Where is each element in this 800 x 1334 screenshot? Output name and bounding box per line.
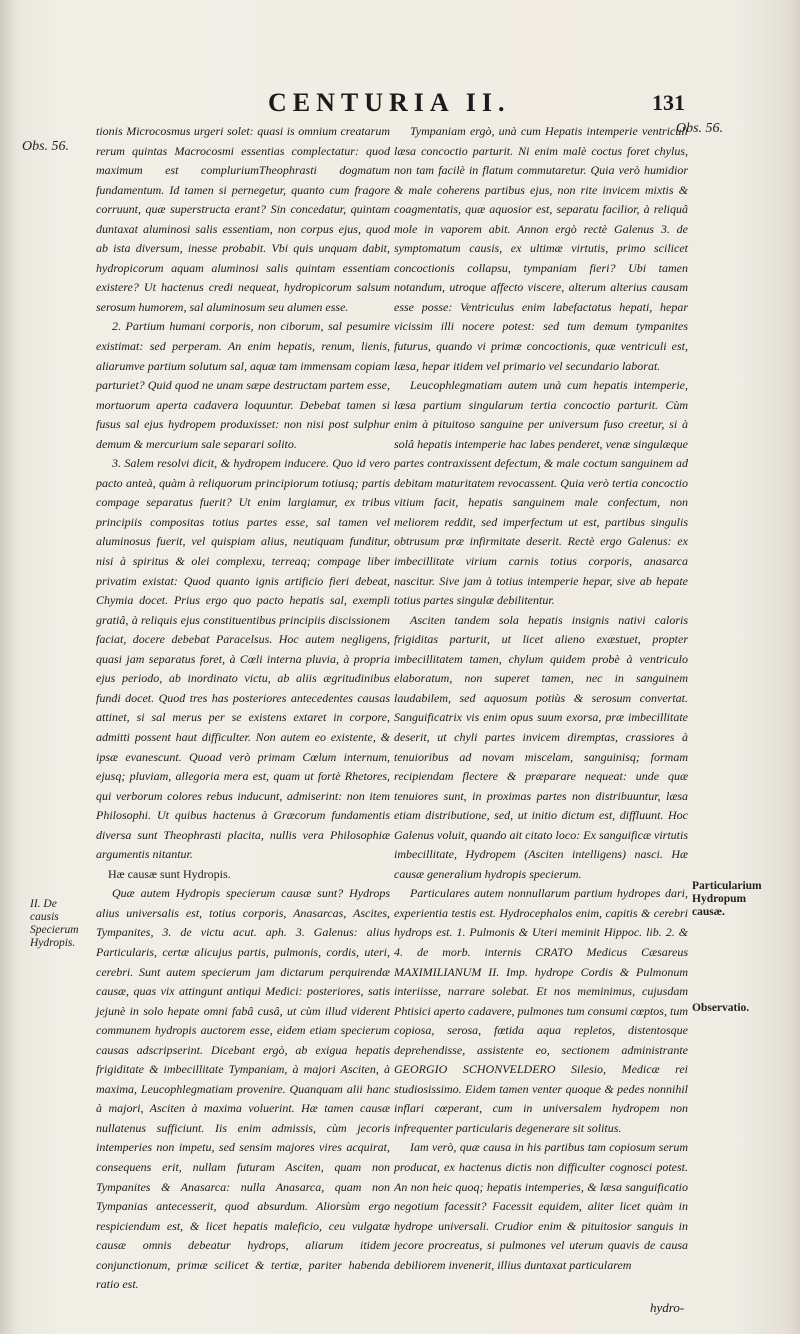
margin-note-observatio: Observatio.: [692, 1002, 750, 1014]
left-section-heading: Hæ causæ sunt Hydropis.: [108, 866, 231, 881]
left-paragraph-2: 2. Partium humani corporis, non ciborum, sal pesumire existimat: sed perperam. An enim hepatis, renum, lienis, aliarumve partium solutum sal, aquæ tam immensam copiam parturiet? Quid quod ne unam sæpe destructam partem esse, mortuorum aperta cadavera loquuntur. Debebat tamen si fusus sal ejus hydropem produxisset: non nisi post sulphur demum & mercurium sale separari solito.: [96, 319, 390, 451]
margin-note-left-obs: Obs. 56.: [22, 139, 70, 154]
left-paragraph-3: 3. Salem resolvi dicit, & hydropem inducere. Quo id vero pacto anteà, quàm à reliquorum principiorum totiusq; partis compage separatus fuerit? Ut enim largiamur, ex tribus principiis compositas totius partes esse, sal tamen vel aluminosus fuerit, vel quispiam alius, neutiquam funditur, nisi à spiritus & olei complexu, terreaq; compage liber privatim existat: Quod quanto ignis artificio fieri debeat, Chymia docet. Prius ergo quo pacto hepatis sal, exempli gratiâ, à reliquis ejus constituentibus principiis discissionem faciat, docere debebat Paracelsus. Hoc autem negligens, quasi jam separatus foret, à Cœli interna pluvia, à propria ejus periodo, ab inordinato victu, ab aliis ægritudinibus fundi docet. Quod tres has posteriores antecedentes causas attinet, si sal merus per se existens extaret in corpore, admitti possent haut difficulter. Non autem eo existente, & ipsæ evanescunt. Quoad verò primam Cœlum internum, ejusq; pluviam, allegoria mera est, quam ut fortè Rhetores, qui verborum colores rebus inducunt, admiserint: non item Philosophi. Ut quibus hactenus à Græcorum fundamentis diversa sunt Theophrasti placita, nullis vera Philosophiæ argumentis nitantur.: [96, 456, 390, 862]
margin-note-species-causes: II. De causis Specierum Hydropis.: [30, 898, 79, 949]
left-paragraph-1: tionis Microcosmus urgeri solet: quasi is omnium creatarum rerum quintas Macrocosmi essentias complectatur: quod maximum est compluriumTheophrasti dogmatum fundamentum. Id tamen si pernegetur, quanto cum fragore corruunt, quæ superstructa erant? Sin concedatur, quintam duntaxat aluminosi salis essentiam, non corpus ejus, quod ab ista diversum, inesse probabit. Vbi quis unquam dabit, hydropicorum aquam aluminosi salis quintam essentiam existere? Ut hactenus credi nequeat, hydropicorum salsum serosum humorem, sal aluminosum seu alumen esse.: [96, 124, 390, 314]
page-header: [0, 88, 800, 122]
right-paragraph-5: Iam verò, quæ causa in his partibus tam copiosum serum producat, ex hactenus dictis non difficulter cognosci potest. An non heic quoq; hepatis intemperies, & læsa sanguificatio negotium facessit? Facessit equidem, aliter licet quàm in hydrope universali. Crudior enim & pituitosior sanguis in jecore procreatus, si pulmones vel uterum quavis de causa debiliorem invenerit, illius duntaxat particularem: [394, 1140, 688, 1272]
right-paragraph-4: Particulares autem nonnullarum partium hydropes dari, experientia testis est. Hydrocephalos enim, capitis & cerebri hydrops est. 1. Pulmonis & Uteri meminit Hippoc. lib. 2. & 4. de morb. internis CRATO Medicus Cæsareus MAXIMILIANUM II. Imp. hydrope Cordis & Pulmonum interiisse, narrare solebat. Et nos meminimus, cujusdam Phtisici aperto cadavere, pulmones tum consumi cœptos, tum copiosa, serosa, fœtida aqua repletos, distentosque deprehendisse, assistente eo, sectionem administrante GEORGIO SCHONVELDERO Silesio, Medicæ rei studiosissimo. Eidem tamen venter quoque & pedes nonnihil inflari cœperant, cum in universalem hydropem non infrequenter particularis degenerare sit solitus.: [394, 886, 688, 1135]
left-paragraph-5: Quæ autem Hydropis specierum causæ sunt? Hydrops alius universalis est, totius corporis, Anasarcas, Ascites, Tympanites, 3. de victu acut. aph. 3. Galenus: alius Particularis, certæ alicujus partis, pulmonis, cordis, uteri, cerebri. Sunt autem specierum jam dictarum perquirendæ causæ, quas vix attingunt antiqui Medici: posteriores, satis jejunè in solo hepate omni fabâ cusâ, ut cùm illud viderent communem hydropis auctorem esse, eidem etiam specierum causas adscripserint. Dicebant ergò, ab exigua hepatis frigiditate & imbecillitate Tympaniam, à majori Asciten, à maxima, Leucophlegmatiam provenire. Quanquam alii hanc à majori, Asciten à maxima voluerint. Hæ tamen causæ nullatenus sufficiunt. Iis enim admissis, cùm jecoris intemperies non impetu, sed sensim majores vires acquirat, consequens erit, nullam futuram Asciten, quam non Tympanites & Anasarca: nulla Anasarca, quam non Tympanias antecesserit, quod absurdum. Aliorsùm ergo respiciendum est, & licet hepatis maleficio, ceu vulgatæ causæ omnis debeatur hydrops, aliarum itidem conjunctionum, primæ scilicet & tertiæ, pariter habenda ratio est.: [96, 886, 390, 1292]
right-paragraph-3: Asciten tandem sola hepatis insignis nativi caloris frigiditas parturit, ut licet alieno exæstuet, propter imbecillitatem tamen, chylum quidem probè à ventriculo elaboratum, non superet tamen, nec in sanguinem laudabilem, sed aquosum potiùs & serosum convertat. Sanguificatrix vis enim opus suum exorsa, præ imbecillitate deserit, ut chyli partes invicem diremptas, crassiores à tenuioribus ad novam miscelam, sanguinisq; formam recipiendam flectere & præparare nequeat: unde quæ tenuiores sunt, in proximas partes non distribuuntur, læsa etiam distributione, sed, ut initio dictum est, diffluunt. Hoc Galenus voluit, quando ait citato loco: Ex sanguificæ virtutis imbecillitate, Hydropem (Asciten intelligens) nasci. Hæ causæ generalium hydropis specierum.: [394, 612, 688, 881]
right-column: [394, 122, 688, 1275]
page-number: 131: [652, 90, 685, 115]
catchword: hydro-: [650, 1300, 685, 1315]
left-column: [96, 122, 390, 1295]
right-paragraph-2: Leucophlegmatiam autem unà cum hepatis intemperie, læsa partium singularum tertia concoctio parturit. Cùm enim à pituitoso sanguine per universum fuso creetur, si à solâ hepatis intemperie hac labes penderet, venæ singulæque partes contraxissent defectum, & male coctum sanguinem ad debitam maturitatem revocassent. Quia verò tertia concoctio vitium facit, hepatis sanguinem male confectum, non meliorem reddit, sed imperfectum ut est, partibus singulis obtrusum præ infirmitate deserit. Rectè ergo Galenus: ex imbecillitate virium carnis totius corporis, anasarca nascitur. Sive jam à totius intemperie hepar, sive ab hepate totius partes singulæ debilitentur.: [394, 378, 688, 608]
margin-note-particular-causes: Particularium Hydropum causæ.: [692, 880, 762, 918]
margin-note-right-obs: Obs. 56.: [676, 121, 724, 136]
right-paragraph-1: Tympaniam ergò, unà cum Hepatis intemperie ventriculi læsa concoctio parturit. Ni enim malè coctus foret chylus, non tam facilè in flatum commutaretur. Quia verò humidior & male coherens partibus ejus, non rite invicem mixtis & coagmentatis, quæ aquosior est, separatu facilior, à reliquâ mole in vaporem abit. Annon ergò rectè Galenus 3. de symptomatum causis, ex ultimæ virtutis, primo scilicet concoctionis collapsu, tympaniam fieri? Ubi tamen notandum, utroque affecto viscere, alterum alterius causam esse posse: Ventriculus enim labefactatus hepati, hepar vicissim illi nocere potest: sed tum demum tympanites futurus, quando vi primæ concoctionis, quæ ventriculi est, læsa, hepar itidem vel primario vel secundario laborat.: [394, 124, 688, 373]
running-title: CENTURIA II.: [268, 88, 511, 117]
